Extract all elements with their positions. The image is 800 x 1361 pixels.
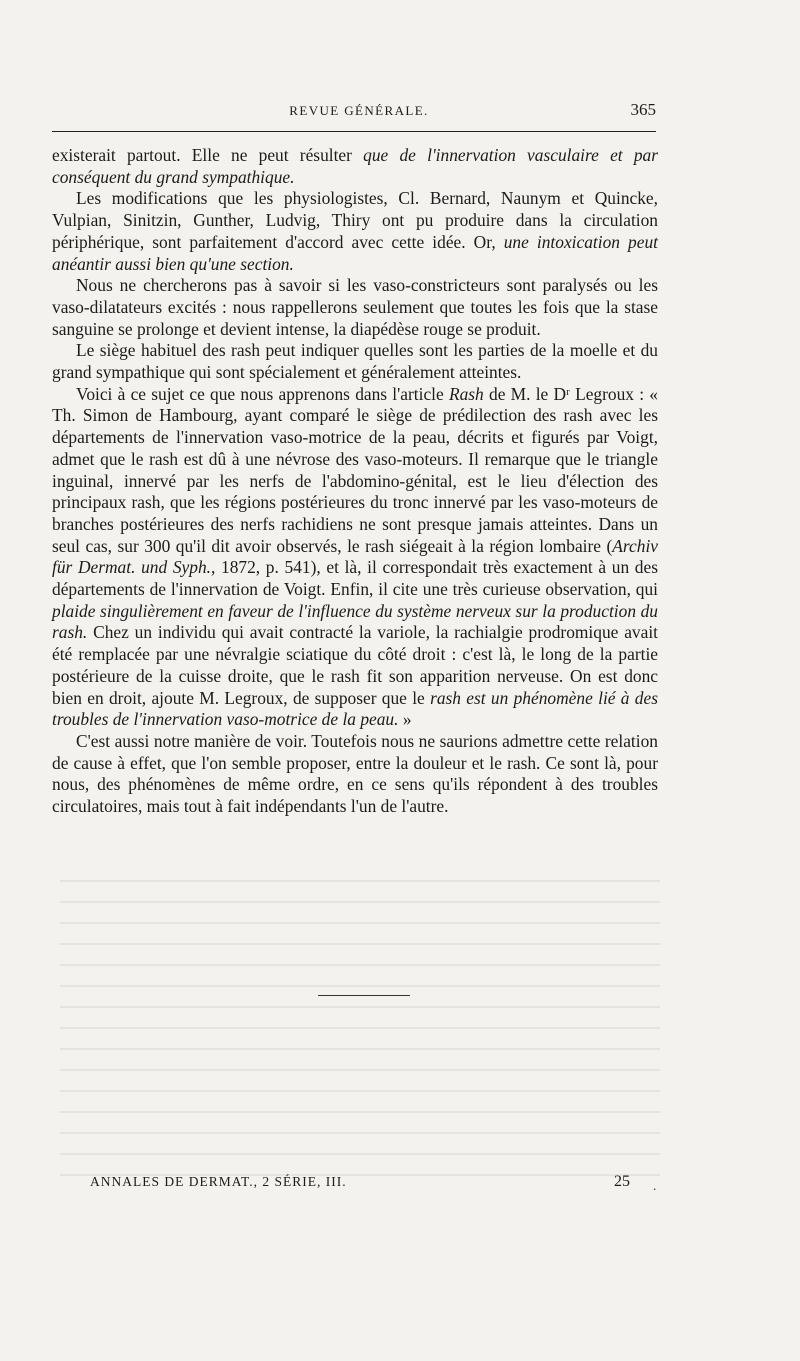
signature-mark: . [653,1178,657,1193]
text-run: C'est aussi notre manière de voir. Toutefois nous ne saurions admettre cette relation de cause à effet, que l'on semble proposer, entre la douleur et le rash. Ce sont là, pour nous, des phénomènes de même ordre, en ce sens qu'ils répondent à des troubles circulatoires, mais tout à fait indépendants l'un de l'autre. [52,730,658,817]
italic-run: plaide singulièrement en faveur de l'influence du système nerveux sur la production du rash. [52,600,658,643]
page-header [52,100,656,123]
paragraph [52,731,658,818]
italic-run: que de l'innervation vasculaire et par conséquent du grand sympathique. [52,145,658,187]
paragraph [52,384,658,731]
text-run: de M. le Dʳ Legroux : « Th. Simon de Hambourg, ayant comparé le siège de prédilection des rash avec les départements de l'innervation vaso-motrice de la peau, décrits et figurés par Voigt, admet que le rash est dû à une névrose des vaso-moteurs. Il remarque que le triangle inguinal, innervé par les nerfs de l'abdomino-génital, est le lieu d'élection des principaux rash, que les régions postérieures du tronc innervé par les vaso-moteurs de branches postérieures des nerfs rachidiens ne sont presque jamais atteintes. Dans un seul cas, sur 300 qu'il dit avoir observés, le rash siégeait à la région lombaire ( [52,383,659,556]
sheet-number: 25 [614,1173,630,1190]
page-footer [90,1173,657,1196]
text-run: Nous ne chercherons pas à savoir si les vaso-constricteurs sont paralysés ou les vaso-dilatateurs excités : nous rappellerons seulement que toutes les fois que la stase sanguine se prolonge et devient intense, la diapédèse rouge se produit. [52,275,658,339]
running-title: REVUE GÉNÉRALE. [289,103,429,118]
paragraph [52,340,658,383]
text-run: Les modifications que les physiologistes, Cl. Bernard, Naunym et Quincke, Vulpian, Sinitzin, Gunther, Ludvig, Thiry ont pu produire dans la circulation périphérique, sont parfaitement d'accord avec cette idée. Or, [52,188,658,252]
text-run: existerait partout. Elle ne peut résulter [52,145,364,165]
end-of-section-rule [318,995,410,996]
paragraph [52,188,658,275]
paragraph [52,275,658,340]
body-text [52,145,658,818]
text-run: Le siège habituel des rash peut indiquer quelles sont les parties de la moelle et du grand sympathique qui sont spécialement et généralement atteintes. [52,340,658,383]
italic-run: Rash [448,383,484,404]
text-run: » [398,709,412,730]
header-rule [52,131,656,132]
text-run: Voici à ce sujet ce que nous apprenons dans l'article [76,383,449,404]
printer-signature: ANNALES DE DERMAT., 2 SÉRIE, III. [90,1174,347,1189]
text-run: , 1872, p. 541), et là, il correspondait très exactement à un des départements de l'innervation de Voigt. Enfin, il cite une très curieuse observation, qui [52,557,658,600]
italic-run: une intoxication peut anéantir aussi bien qu'une section. [52,231,658,274]
italic-run: rash est un phénomène lié à des troubles de l'innervation vaso-motrice de la peau. [52,687,658,730]
italic-run: Archiv für Dermat. und Syph. [52,535,658,578]
text-run: Chez un individu qui avait contracté la variole, la rachialgie prodromique avait été remplacée par une névralgie sciatique du côté droit : c'est là, le long de la partie postérieure de la cuisse droite, que le rash fit son apparition nerveuse. On est donc bien en droit, ajoute M. Legroux, de supposer que le [52,622,658,708]
paragraph [52,145,658,188]
page-number: 365 [630,100,656,119]
show-through-texture [60,880,660,1180]
